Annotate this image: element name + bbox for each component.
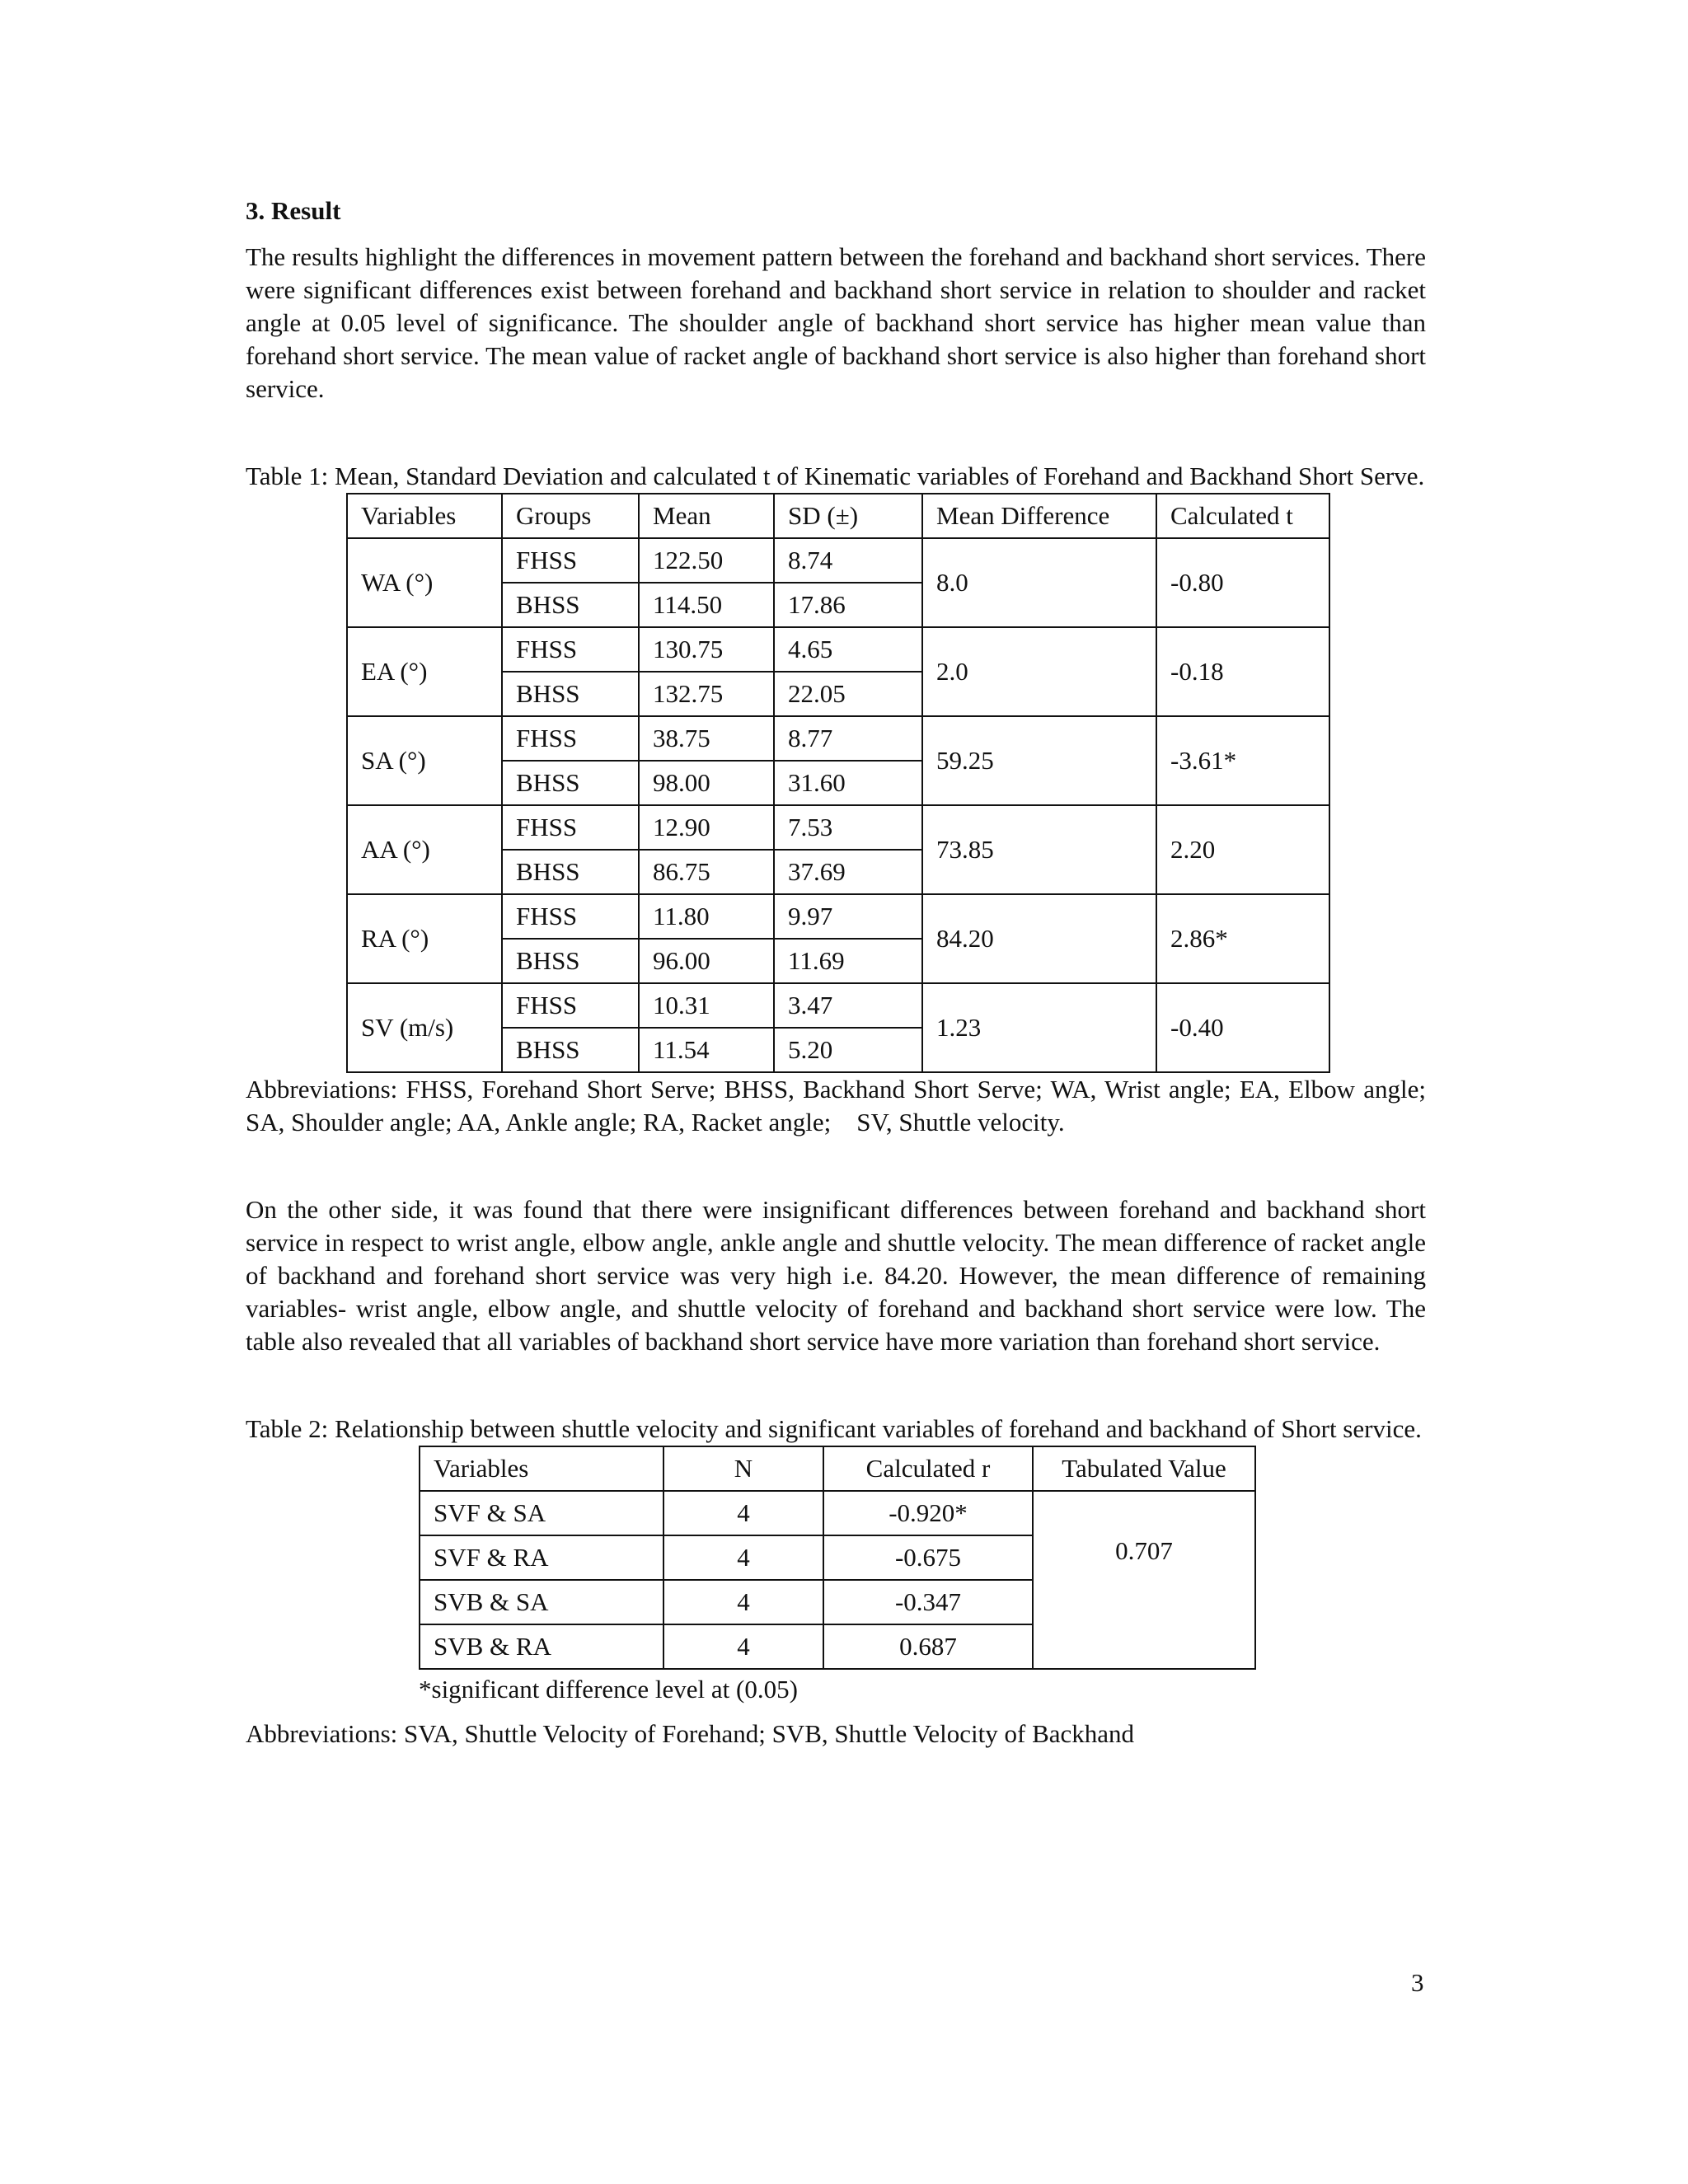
n-cell: 4: [663, 1535, 823, 1580]
table-row: [347, 983, 1329, 1028]
mean-difference-cell: 8.0: [922, 538, 1156, 627]
table2-header: N: [663, 1446, 823, 1491]
mean-cell: 132.75: [639, 672, 774, 716]
calculated-t-cell: -0.80: [1156, 538, 1329, 627]
section-heading: 3. Result: [246, 196, 341, 225]
calculated-t-cell: 2.20: [1156, 805, 1329, 894]
mean-cell: 98.00: [639, 761, 774, 805]
table1-header: Mean: [639, 494, 774, 538]
sd-cell: 8.77: [774, 716, 922, 761]
tabulated-value-cell: 0.707: [1033, 1491, 1255, 1669]
calculated-t-cell: 2.86*: [1156, 894, 1329, 983]
variable-cell: SVB & RA: [420, 1624, 663, 1669]
table2-header-row: [420, 1446, 1255, 1491]
mean-cell: 10.31: [639, 983, 774, 1028]
sd-cell: 11.69: [774, 939, 922, 983]
table1-header: Groups: [502, 494, 639, 538]
table1-header: SD (±): [774, 494, 922, 538]
table2-caption: Table 2: Relationship between shuttle velocity and significant variables of forehand and backhand of Short service.: [246, 1414, 1422, 1443]
sd-cell: 9.97: [774, 894, 922, 939]
calculated-t-cell: -3.61*: [1156, 716, 1329, 805]
group-cell: FHSS: [502, 716, 639, 761]
group-cell: BHSS: [502, 939, 639, 983]
table2: [419, 1446, 1256, 1670]
mean-cell: 38.75: [639, 716, 774, 761]
mean-cell: 86.75: [639, 850, 774, 894]
result-paragraph: The results highlight the differences in movement pattern between the forehand and backhand short services. There were significant differences exist between forehand and backhand short service in relation to shoulder and racket angle at 0.05 level of significance. The shoulder angle of backhand short service has higher mean value than forehand short service. The mean value of racket angle of backhand short service is also higher than forehand short service.: [246, 242, 1426, 403]
variable-cell: SVF & RA: [420, 1535, 663, 1580]
table-row: [420, 1491, 1255, 1535]
group-cell: BHSS: [502, 1028, 639, 1072]
mean-cell: 96.00: [639, 939, 774, 983]
variable-cell: SA (°): [347, 716, 502, 805]
table2-header: Calculated r: [823, 1446, 1033, 1491]
group-cell: FHSS: [502, 538, 639, 583]
calculated-r-cell: -0.675: [823, 1535, 1033, 1580]
page-number: 3: [1411, 1968, 1424, 1997]
sd-cell: 7.53: [774, 805, 922, 850]
mean-difference-cell: 2.0: [922, 627, 1156, 716]
variable-cell: RA (°): [347, 894, 502, 983]
calculated-r-cell: -0.347: [823, 1580, 1033, 1624]
calculated-r-cell: 0.687: [823, 1624, 1033, 1669]
variable-cell: SVF & SA: [420, 1491, 663, 1535]
table1-abbreviations: Abbreviations: FHSS, Forehand Short Serve; BHSS, Backhand Short Serve; WA, Wrist angle; EA, Elbow angle; SA, Shoulder angle; AA, Ankle angle; RA, Racket angle; SV, Shuttle velocity.: [246, 1075, 1432, 1137]
table2-abbreviations: Abbreviations: SVA, Shuttle Velocity of Forehand; SVB, Shuttle Velocity of Backhand: [246, 1719, 1135, 1748]
sd-cell: 8.74: [774, 538, 922, 583]
table1-header: Variables: [347, 494, 502, 538]
calculated-t-cell: -0.40: [1156, 983, 1329, 1072]
sd-cell: 3.47: [774, 983, 922, 1028]
table2-note: *significant difference level at (0.05): [419, 1675, 798, 1704]
group-cell: FHSS: [502, 627, 639, 672]
sd-cell: 5.20: [774, 1028, 922, 1072]
table2-header: Tabulated Value: [1033, 1446, 1255, 1491]
n-cell: 4: [663, 1624, 823, 1669]
variable-cell: WA (°): [347, 538, 502, 627]
group-cell: BHSS: [502, 850, 639, 894]
table-row: [347, 716, 1329, 761]
mean-cell: 11.80: [639, 894, 774, 939]
calculated-r-cell: -0.920*: [823, 1491, 1033, 1535]
group-cell: FHSS: [502, 983, 639, 1028]
mean-difference-cell: 1.23: [922, 983, 1156, 1072]
table-row: [347, 538, 1329, 583]
page-content: [246, 194, 1432, 1750]
table-row: [347, 894, 1329, 939]
variable-cell: SVB & SA: [420, 1580, 663, 1624]
discussion-paragraph: On the other side, it was found that there were insignificant differences between forehand and backhand short service in respect to wrist angle, elbow angle, ankle angle and shuttle velocity. The mean difference of racket angle of backhand and forehand short service was very high i.e. 84.20. However, the mean difference of remaining variables- wrist angle, elbow angle, and shuttle velocity of forehand and backhand short service were low. The table also revealed that all variables of backhand short service have more variation than forehand short service.: [246, 1195, 1426, 1356]
mean-cell: 11.54: [639, 1028, 774, 1072]
group-cell: FHSS: [502, 805, 639, 850]
mean-cell: 130.75: [639, 627, 774, 672]
mean-difference-cell: 59.25: [922, 716, 1156, 805]
group-cell: BHSS: [502, 583, 639, 627]
sd-cell: 17.86: [774, 583, 922, 627]
table-row: [347, 805, 1329, 850]
sd-cell: 37.69: [774, 850, 922, 894]
n-cell: 4: [663, 1491, 823, 1535]
variable-cell: AA (°): [347, 805, 502, 894]
mean-difference-cell: 84.20: [922, 894, 1156, 983]
sd-cell: 4.65: [774, 627, 922, 672]
mean-cell: 114.50: [639, 583, 774, 627]
group-cell: BHSS: [502, 761, 639, 805]
group-cell: FHSS: [502, 894, 639, 939]
table1-header-row: [347, 494, 1329, 538]
mean-difference-cell: 73.85: [922, 805, 1156, 894]
mean-cell: 12.90: [639, 805, 774, 850]
table1-header: Mean Difference: [922, 494, 1156, 538]
table-row: [347, 627, 1329, 672]
group-cell: BHSS: [502, 672, 639, 716]
table2-header: Variables: [420, 1446, 663, 1491]
sd-cell: 22.05: [774, 672, 922, 716]
calculated-t-cell: -0.18: [1156, 627, 1329, 716]
sd-cell: 31.60: [774, 761, 922, 805]
table1-caption: Table 1: Mean, Standard Deviation and calculated t of Kinematic variables of Forehand and Backhand Short Serve.: [246, 462, 1425, 490]
n-cell: 4: [663, 1580, 823, 1624]
mean-cell: 122.50: [639, 538, 774, 583]
variable-cell: SV (m/s): [347, 983, 502, 1072]
variable-cell: EA (°): [347, 627, 502, 716]
table1-header: Calculated t: [1156, 494, 1329, 538]
table1: [346, 493, 1330, 1073]
